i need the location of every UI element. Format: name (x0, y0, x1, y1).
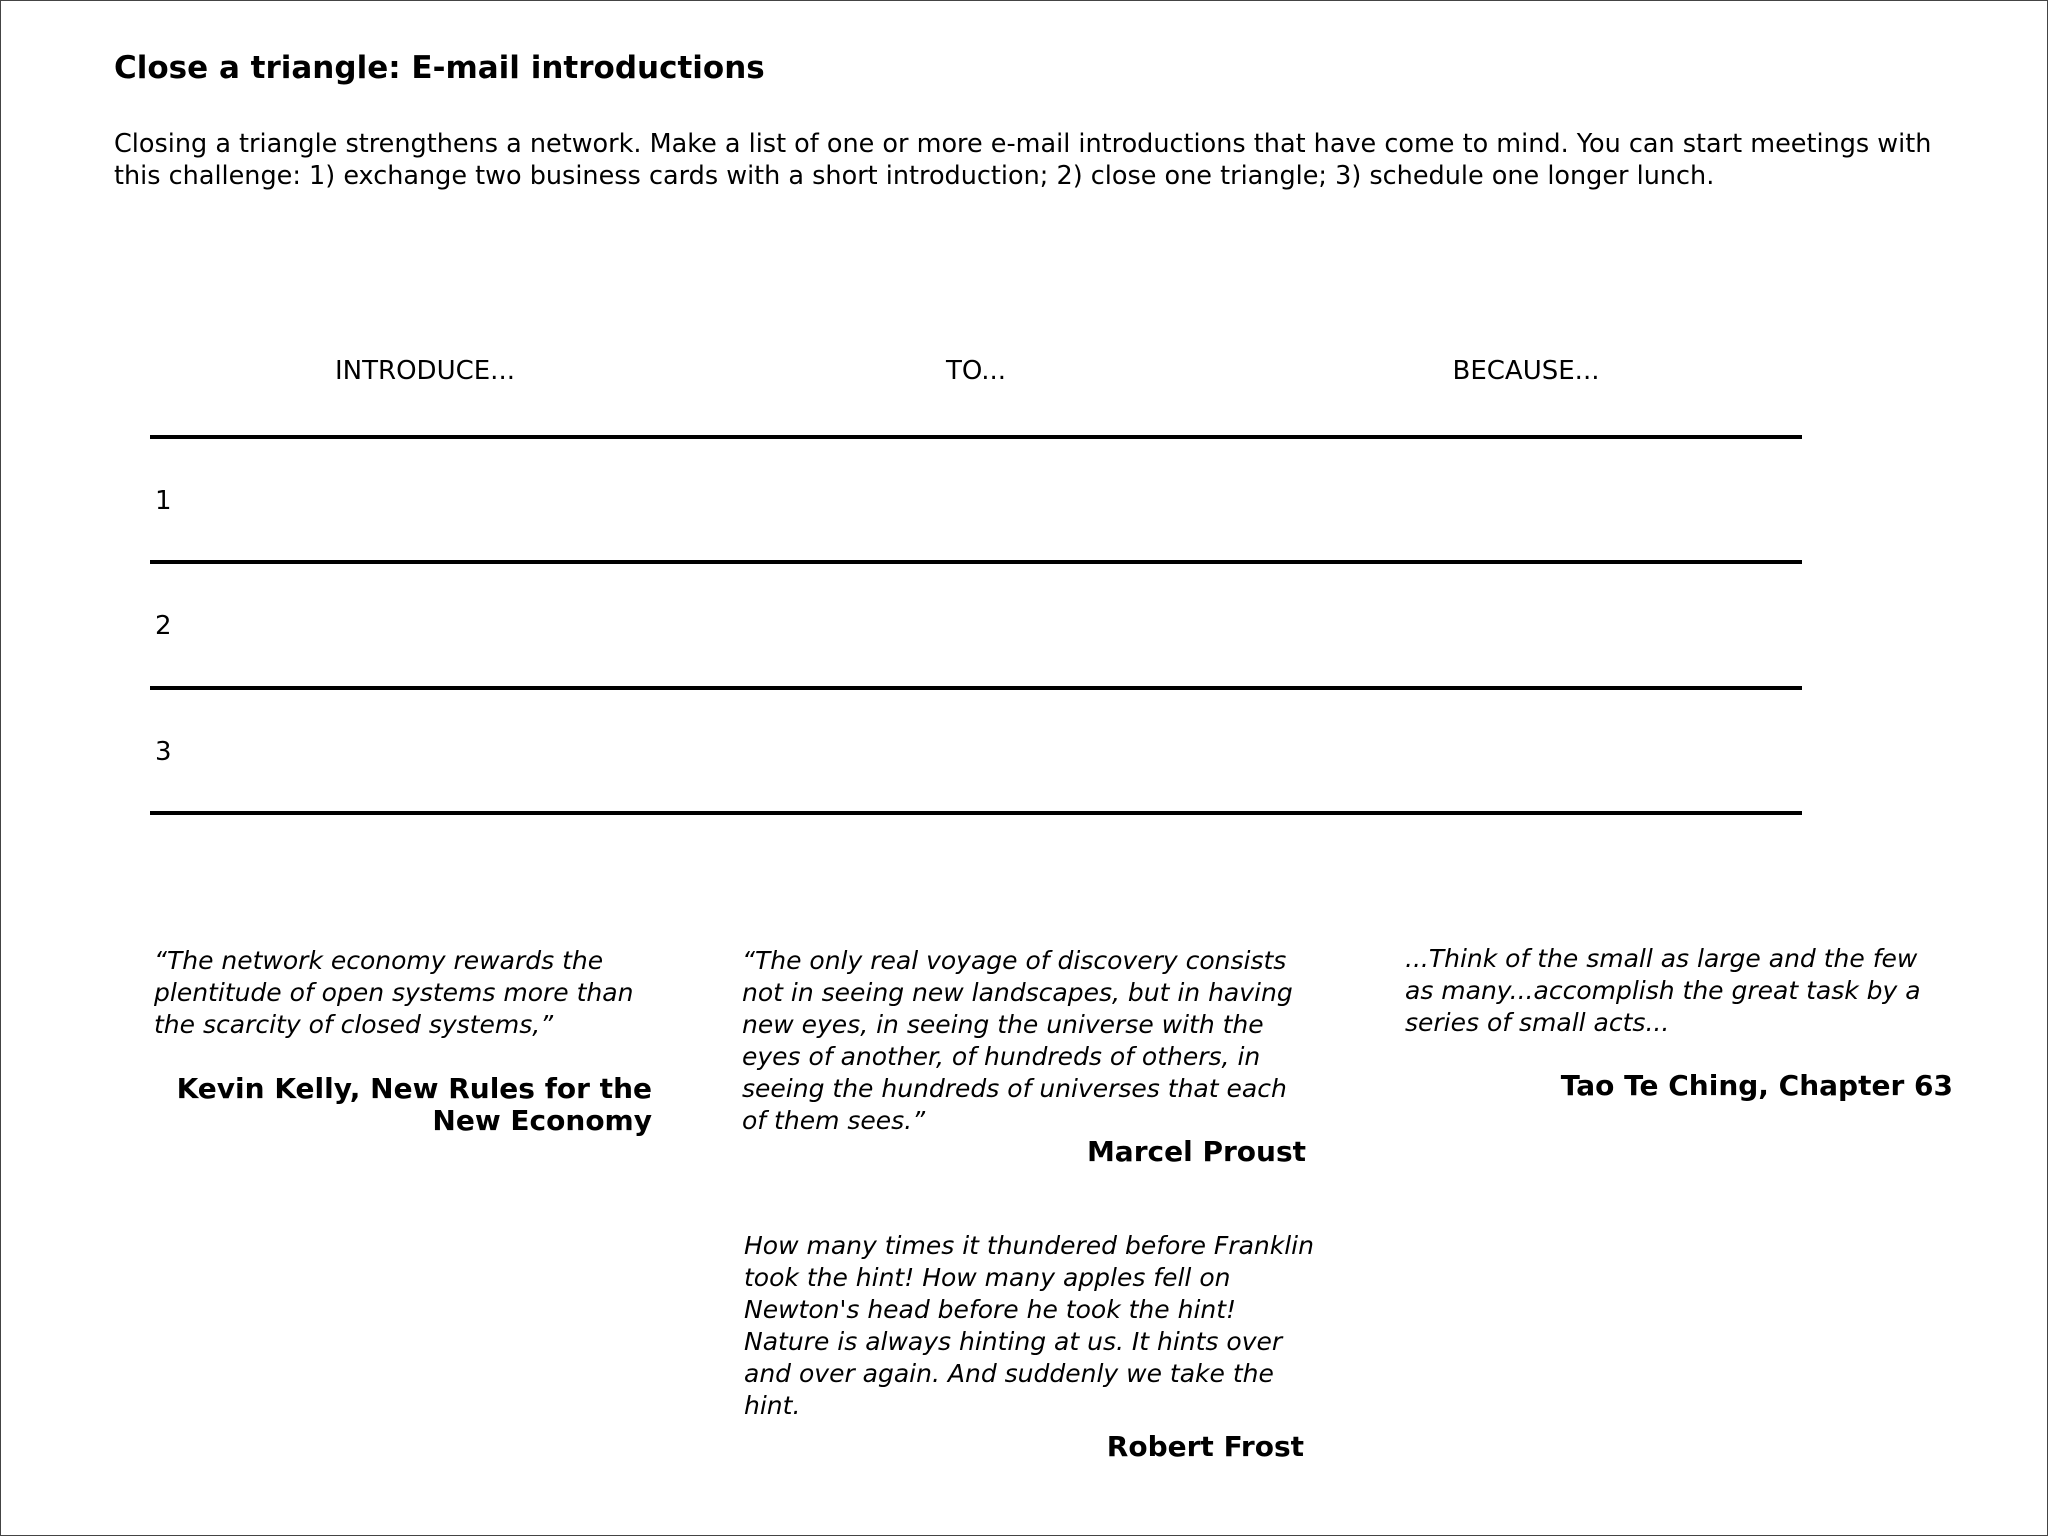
quote-author-tao-te-ching: Tao Te Ching, Chapter 63 (1560, 1069, 1953, 1102)
table-rule-bottom (150, 811, 1802, 815)
quote-tao-te-ching: ...Think of the small as large and the few as many...accomplish the great task by a series of small acts... (1405, 944, 1921, 1037)
column-header-because: BECAUSE... (1452, 356, 1600, 386)
row-number-1: 1 (155, 486, 172, 516)
quote-author-kelly: Kevin Kelly, New Rules for the New Economy (176, 1072, 652, 1137)
table-rule-top (150, 435, 1802, 439)
page-title: Close a triangle: E-mail introductions (114, 50, 765, 86)
table-rule-2 (150, 686, 1802, 690)
column-header-introduce: INTRODUCE... (335, 356, 515, 386)
row-number-3: 3 (155, 737, 172, 767)
instructions-text: Closing a triangle strengthens a network. Make a list of one or more e-mail introductions that have come to mind. You can start meetings with this challenge: 1) exchange two business cards with a short introduction; 2) close one triangle; 3) schedule one longer lunch. (114, 129, 1932, 191)
quote-frost: How many times it thundered before Franklin took the hint! How many apples fell on Newton's head before he took the hint! Nature is always hinting at us. It hints over and over again. And suddenly we take the hint. (744, 1231, 1314, 1420)
quote-author-proust: Marcel Proust (1086, 1135, 1306, 1168)
quote-proust: “The only real voyage of discovery consists not in seeing new landscapes, but in having new eyes, in seeing the universe with the eyes of another, of hundreds of others, in seeing the hundreds of universes that each of them sees.” (742, 946, 1293, 1135)
row-number-2: 2 (155, 611, 172, 641)
column-header-to: TO... (945, 356, 1007, 386)
quote-kelly: “The network economy rewards the plentitude of open systems more than the scarcity of closed systems,” (154, 946, 634, 1039)
table-rule-1 (150, 560, 1802, 564)
quote-author-frost: Robert Frost (1106, 1430, 1304, 1463)
